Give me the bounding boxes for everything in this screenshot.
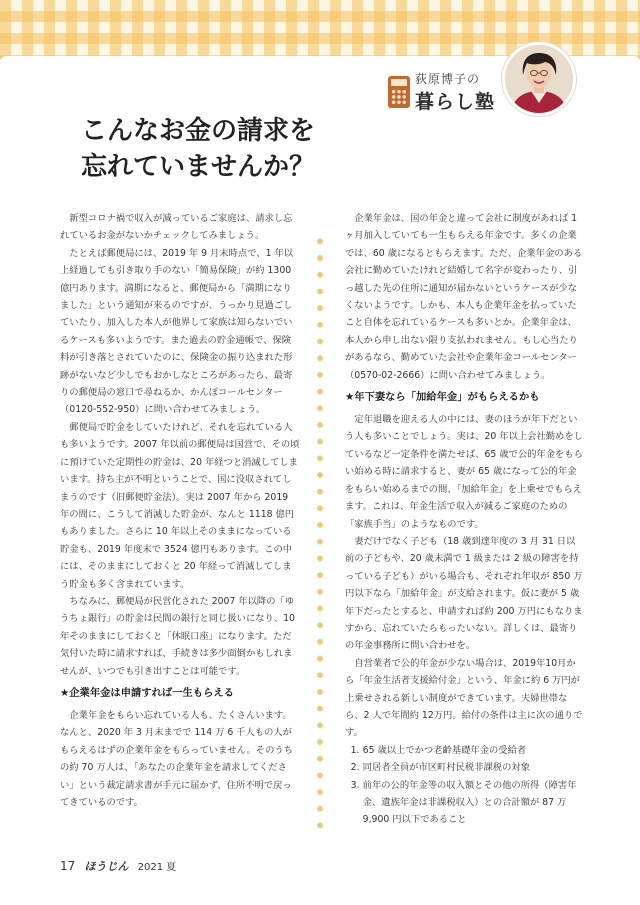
list-item xyxy=(345,759,583,776)
left-column xyxy=(60,210,300,811)
magazine-name: ほうじん xyxy=(84,860,129,873)
left-paragraph-2: たとえば郵便局には、2019 年 9 月末時点で、1 年以上経過しても引き取り手のない「簡易保険」が約 1300 億円あります。満期になると、郵便局から「満期になりました」という通知が来るのですが、うっかり見過ごしていたり、加入した本人が他界して家族は知らないでいるケースも多いようです。また過去の貯金通帳で、保険料が引き落とされていたのに、保険金の振り込まれた形跡がないなど少しでもおかしなところがあったら、最寄りの郵便局の窓口で尋ねるか、かんぽコールセンター（0120-552-950）に問い合わせてみましょう。 xyxy=(60,247,294,416)
article-title-line-1: こんなお金の請求を xyxy=(81,116,316,146)
list-item-text: 前年の公的年金等の収入額とその他の所得（障害年金、遺族年金は非課税収入）との合計額が 87 万 9,900 円以下であること xyxy=(362,779,577,826)
list-item xyxy=(345,777,583,829)
author-name: 荻原博子の xyxy=(415,72,481,86)
calculator-icon xyxy=(388,76,410,108)
left-paragraph-3: 郵便局で貯金をしていたけれど、それを忘れている人も多いようです。2007 年以前の郵便局は国営で、その頃に預けていた定期性の貯金は、20 年経つと消滅してしまいます。持ち主が不明ということで、国に没収されてしまうのです（旧郵便貯金法）。実は 2007 年から 2019 年の間に、こうして消滅した貯金が、なんと 1118 億円もありました。さらに 10 年以上そのままになっている貯金も、2019 年度末で 3524 億円もあります。この中には、そのままにしておくと 20 年経って消滅してしまう貯金も多く含まれています。 xyxy=(60,421,300,590)
left-paragraph-1: 新型コロナ禍で収入が減っているご家庭は、請求し忘れているお金がないかチェックしてみましょう。 xyxy=(60,213,293,242)
page-number: 17 xyxy=(60,859,76,873)
left-paragraph-5: 企業年金をもらい忘れている人も、たくさんいます。なんと、2020 年 3 月末までで 114 万 6 千人もの人がもらえるはずの企業年金をもらっていません。そのうちの約 70 万人は、「あなたの企業年金を請求してください」という裁定請求書が手元に届かず、住所不明で戻ってきているのです。 xyxy=(60,709,293,808)
right-paragraph-2: 定年退職を迎える人の中には、妻のほうが年下だという人も多いことでしょう。実は、20 年以上会社勤めをしているなど一定条件を満たせば、65 歳で公的年金をもらい始める時に請求すると、妻が 65 歳になって公的年金をもらい始めるまでの間、「加給年金」を上乗せでもらえます。これは、年金生活で収入が減るご家庭のための「家族手当」のようなものです。 xyxy=(345,414,583,530)
right-paragraph-1: 企業年金は、国の年金と違って会社に制度があれば 1ヶ月加入していても一生もらえる年金です。多くの企業では、60 歳になるともらえます。ただ、企業年金のある会社に勤めていたけれど結婚して名字が変わったり、引っ越した先の住所に通知が届かないというケースが少なくないようです。しかも、本人も企業年金を払っていたこと自体を忘れているケースも多いとか。企業年金は、本人から申し出ない限り支払われません。もし心当たりがあるなら、勤めていた会社や企業年金コールセンター（0570-02-2666）に問い合わせてみましょう。 xyxy=(345,213,583,381)
right-column xyxy=(345,210,583,829)
column-divider-dots xyxy=(316,233,324,833)
article-title xyxy=(81,113,315,185)
right-paragraph-4: 自営業者で公的年金が少ない場合は、2019年10月から「年金生活者支援給付金」という、年金に約 6 万円が上乗せされる新しい制度ができています。夫婦世帯なら、2 人で年間約 12万円。給付の条件は主に次の通りです。 xyxy=(345,657,583,739)
series-logo xyxy=(388,70,508,120)
section-heading-corporate-pension: ★企業年金は申請すれば一生もらえる xyxy=(60,686,234,699)
author-portrait xyxy=(502,42,576,116)
section-heading-spousal-pension: ★年下妻なら「加給年金」がもらえるかも xyxy=(345,391,540,404)
list-item-number: 1. xyxy=(350,744,360,756)
list-item-text: 同居者全員が市区町村民税非課税の対象 xyxy=(362,762,531,774)
list-item-number: 3. xyxy=(350,779,360,791)
list-item-text: 65 歳以上でかつ老齢基礎年金の受給者 xyxy=(362,744,527,756)
series-name: 暮らし塾 xyxy=(415,91,496,113)
issue-label: 2021 夏 xyxy=(137,862,177,873)
author-portrait-illustration xyxy=(505,45,573,113)
page-footer xyxy=(60,858,176,874)
list-item xyxy=(345,742,583,759)
right-paragraph-3: 妻だけでなく子ども（18 歳到達年度の 3 月 31 日以前の子どもや、20 歳未満で 1 級または 2 級の障害を持っている子ども）がいる場合も、それぞれ年収が 850 万円以下なら「加給年金」が支給されます。仮に妻が 5 歳年下だったとすると、申請すれば約 200 万円にもなりますから、忘れていたらもったいない。詳しくは、最寄りの年金事務所に問い合わせを。 xyxy=(345,535,583,652)
left-paragraph-4: ちなみに、郵便局が民営化された 2007 年以降の「ゆうちょ銀行」の貯金は民間の銀行と同じ扱いになり、10 年そのままにしておくと「休眠口座」になります。ただ気付いた時に請求すれば、手続きは多少面倒かもしれませんが、いつでも引き出すことは可能です。 xyxy=(60,595,295,677)
article-title-line-2: 忘れていませんか？ xyxy=(81,152,316,182)
list-item-number: 2. xyxy=(350,762,360,774)
